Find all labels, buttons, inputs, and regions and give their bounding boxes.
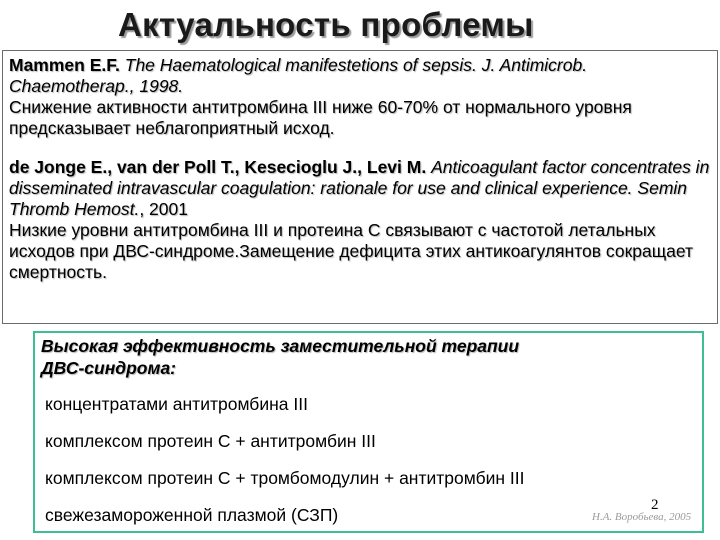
page-number: 2: [651, 497, 659, 513]
therapy-box: [33, 331, 704, 533]
reference-1-citation: [9, 55, 711, 97]
reference-2-year: , 2001: [139, 199, 188, 219]
therapy-heading: Высокая эффективность заместительной терапии ДВС-синдрома:: [41, 336, 520, 378]
reference-1-authors: Mammen E.F.: [9, 55, 120, 75]
reference-2-citation: [9, 157, 711, 220]
reference-1-source: The Haematological manifestetions of sepsis. J. Antimicrob. Chaemotherap., 1998.: [9, 55, 588, 96]
reference-2-summary: Низкие уровни антитромбина III и протеина С связывают с частотой летальных исходов при ДВС-синдроме.Замещение дефицита этих антикоагулянтов сокращает смертность.: [9, 220, 694, 282]
reference-1-summary: Снижение активности антитромбина III ниже 60-70% от нормального уровня предсказывает неблагоприятный исход.: [9, 97, 632, 138]
references-box: [2, 50, 718, 324]
therapy-item-antithrombin: концентратами антитромбина III: [45, 394, 308, 414]
reference-2-source: Anticoagulant factor concentrates in disseminated intravascular coagulation: rationale for use and clinical experience. Semin Thromb Hemost.: [9, 157, 710, 219]
reference-2-authors: de Jonge E., van der Poll T., Kesecioglu J., Levi M.: [9, 157, 427, 177]
therapy-item-ffp: свежезамороженной плазмой (СЗП): [45, 505, 339, 525]
therapy-item-protein-c-thrombomodulin: комплексом протеин С + тромбомодулин + антитромбин III: [45, 468, 525, 488]
author-watermark: Н.А. Воробьева, 2005: [592, 511, 692, 523]
therapy-item-protein-c-antithrombin: комплексом протеин С + антитромбин III: [45, 431, 376, 451]
slide-title: Актуальность проблемы: [118, 6, 534, 43]
